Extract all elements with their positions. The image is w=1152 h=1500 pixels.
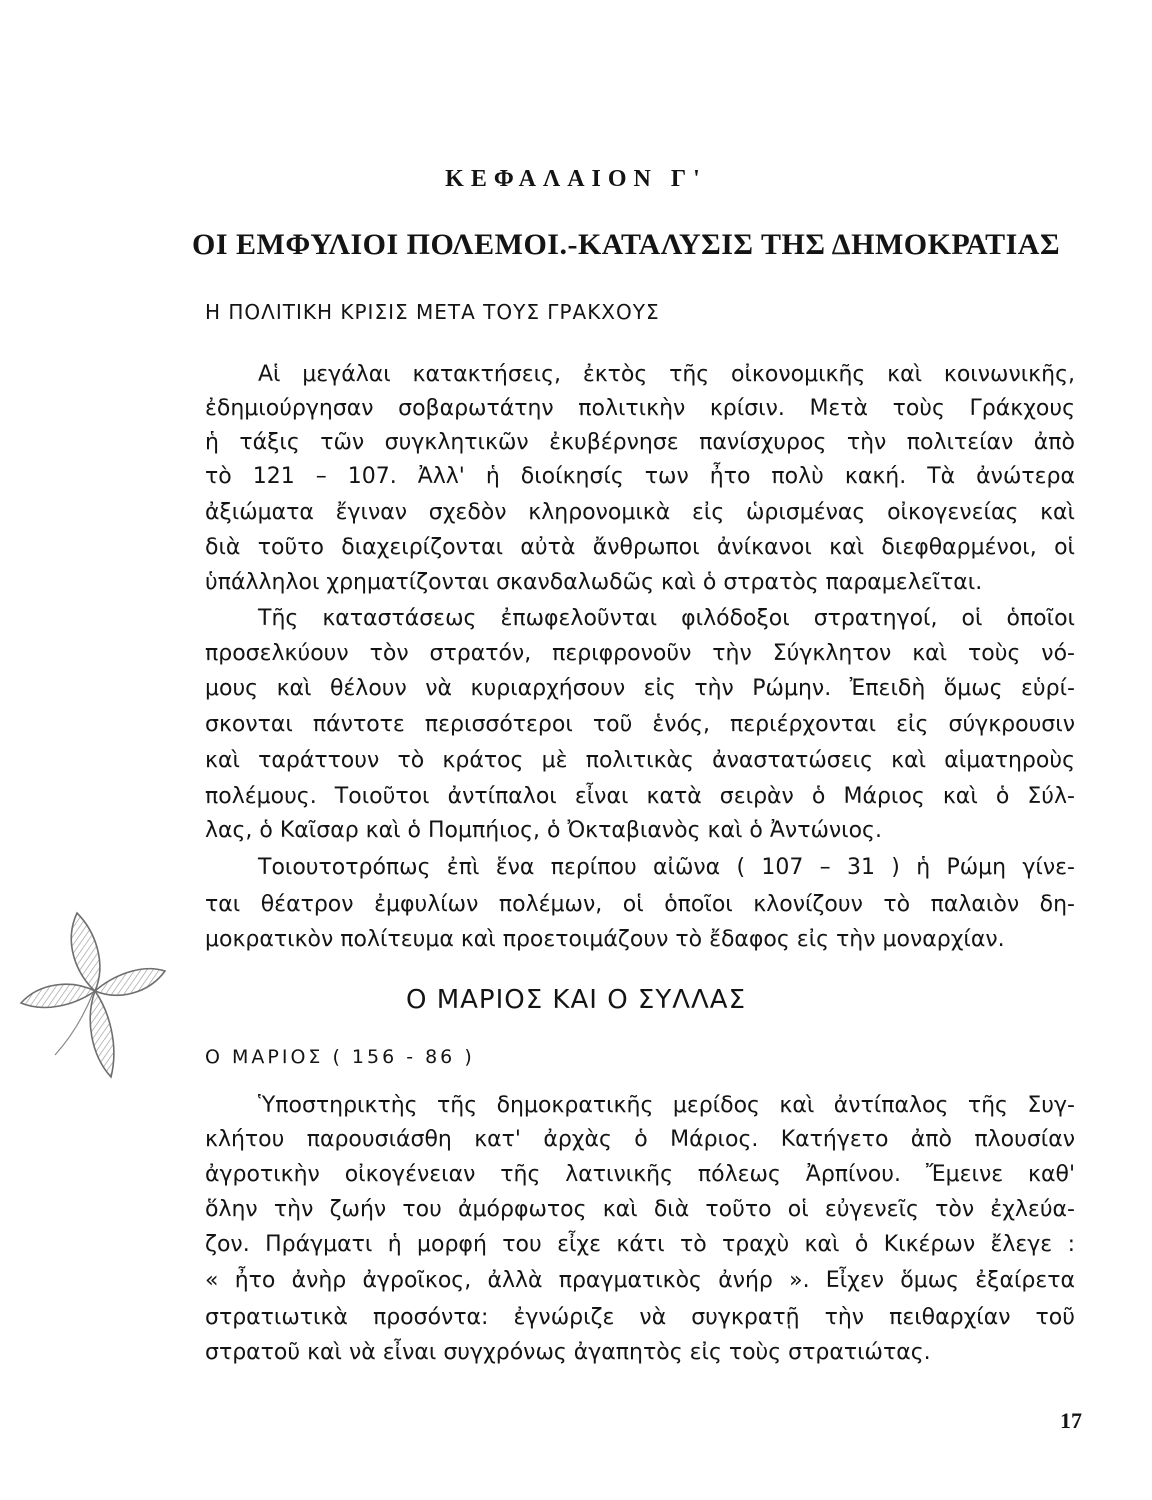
- text-line: στρατοῦ καὶ νὰ εἶναι συγχρόνως ἀγαπητὸς εἰς τοὺς στρατιώτας.: [205, 1340, 931, 1365]
- text-line: σκονται πάντοτε περισσότεροι τοῦ ἑνός, περιέρχονται εἰς σύγκρουσιν: [205, 712, 1075, 737]
- text-line: λας, ὁ Καῖσαρ καὶ ὁ Πομπήιος, ὁ Ὀκταβιανὸς καὶ ὁ Ἀντώνιος.: [205, 818, 882, 843]
- petal-left: [21, 984, 95, 1007]
- subsubsection-title: Ο ΜΑΡΙΟΣ ( 156 - 86 ): [205, 1046, 475, 1068]
- text-line: ται θέατρον ἐμφυλίων πολέμων, οἱ ὁποῖοι κλονίζουν τὸ παλαιὸν δη-: [205, 892, 1075, 917]
- text-line: καὶ ταράττουν τὸ κράτος μὲ πολιτικὰς ἀναστατώσεις καὶ αἱματηροὺς: [205, 748, 1075, 773]
- chapter-label: ΚΕΦΑΛΑΙΟΝ Γ': [445, 166, 707, 192]
- text-line: Τῆς καταστάσεως ἐπωφελοῦνται φιλόδοξοι στρατηγοί, οἱ ὁποῖοι: [258, 606, 1075, 631]
- text-line: ἀγροτικὴν οἰκογένειαν τῆς λατινικῆς πόλεως Ἀρπίνου. Ἔμεινε καθ': [205, 1162, 1075, 1187]
- text-line: ἡ τάξις τῶν συγκλητικῶν ἐκυβέρνησε πανίσχυρος τὴν πολιτείαν ἀπὸ: [205, 430, 1075, 455]
- text-line: Τοιουτοτρόπως ἐπὶ ἕνα περίπου αἰῶνα ( 107 – 31 ) ἡ Ρώμη γίνε-: [258, 855, 1075, 880]
- text-line: Ὑποστηρικτὴς τῆς δημοκρατικῆς μερίδος καὶ ἀντίπαλος τῆς Συγ-: [258, 1093, 1075, 1118]
- text-line: πολέμους. Τοιοῦτοι ἀντίπαλοι εἶναι κατὰ σειρὰν ὁ Μάριος καὶ ὁ Σύλ-: [205, 784, 1075, 809]
- text-line: ὑπάλληλοι χρηματίζονται σκανδαλωδῶς καὶ ὁ στρατὸς παραμελεῖται.: [205, 570, 983, 595]
- text-line: ὅλην τὴν ζωήν του ἀμόρφωτος καὶ διὰ τοῦτο οἱ εὐγενεῖς τὸν ἐχλεύα-: [205, 1197, 1075, 1222]
- text-line: μοκρατικὸν πολίτευμα καὶ προετοιμάζουν τὸ ἔδαφος εἰς τὴν μοναρχίαν.: [205, 927, 1005, 952]
- text-line: ἀξιώματα ἔγιναν σχεδὸν κληρονομικὰ εἰς ὡρισμένας οἰκογενείας καὶ: [205, 500, 1075, 525]
- section-title: Η ΠΟΛΙΤΙΚΗ ΚΡΙΣΙΣ ΜΕΤΑ ΤΟΥΣ ΓΡΑΚΧΟΥΣ: [205, 300, 660, 324]
- text-line: ἐδημιούργησαν σοβαρωτάτην πολιτικὴν κρίσιν. Μετὰ τοὺς Γράκχους: [205, 396, 1075, 421]
- text-line: κλήτου παρουσιάσθη κατ' ἀρχὰς ὁ Μάριος. Κατήγετο ἀπὸ πλουσίαν: [205, 1127, 1075, 1152]
- text-line: διὰ τοῦτο διαχειρίζονται αὐτὰ ἄνθρωποι ἀνίκανοι καὶ διεφθαρμένοι, οἱ: [205, 535, 1075, 560]
- petal-top: [71, 913, 100, 991]
- flower-doodle-icon: [15, 905, 175, 1085]
- petal-bottom: [90, 991, 114, 1077]
- petal-right: [95, 969, 165, 996]
- text-line: Αἱ μεγάλαι κατακτήσεις, ἐκτὸς τῆς οἰκονομικῆς καὶ κοινωνικῆς,: [258, 362, 1075, 387]
- text-line: στρατιωτικὰ προσόντα: ἐγνώριζε νὰ συγκρατῇ τὴν πειθαρχίαν τοῦ: [205, 1305, 1075, 1330]
- page-number: 17: [1060, 1408, 1082, 1433]
- text-line: μους καὶ θέλουν νὰ κυριαρχήσουν εἰς τὴν Ρώμην. Ἐπειδὴ ὅμως εὑρί-: [205, 676, 1075, 701]
- text-line: προσελκύουν τὸν στρατόν, περιφρονοῦν τὴν Σύγκλητον καὶ τοὺς νό-: [205, 641, 1075, 666]
- subsection-title: Ο ΜΑΡΙΟΣ ΚΑΙ Ο ΣΥΛΛΑΣ: [405, 985, 747, 1015]
- text-line: « ἦτο ἀνὴρ ἀγροῖκος, ἀλλὰ πραγματικὸς ἀνήρ ». Εἶχεν ὅμως ἐξαίρετα: [205, 1268, 1075, 1293]
- chapter-title: ΟΙ ΕΜΦΥΛΙΟΙ ΠΟΛΕΜΟΙ.-ΚΑΤΑΛΥΣΙΣ ΤΗΣ ΔΗΜΟΚΡΑΤΙΑΣ: [192, 228, 1061, 261]
- text-line: τὸ 121 – 107. Ἀλλ' ἡ διοίκησίς των ἦτο πολὺ κακή. Τὰ ἀνώτερα: [205, 464, 1075, 489]
- text-line: ζον. Πράγματι ἡ μορφή του εἶχε κάτι τὸ τραχὺ καὶ ὁ Κικέρων ἔλεγε :: [205, 1232, 1075, 1257]
